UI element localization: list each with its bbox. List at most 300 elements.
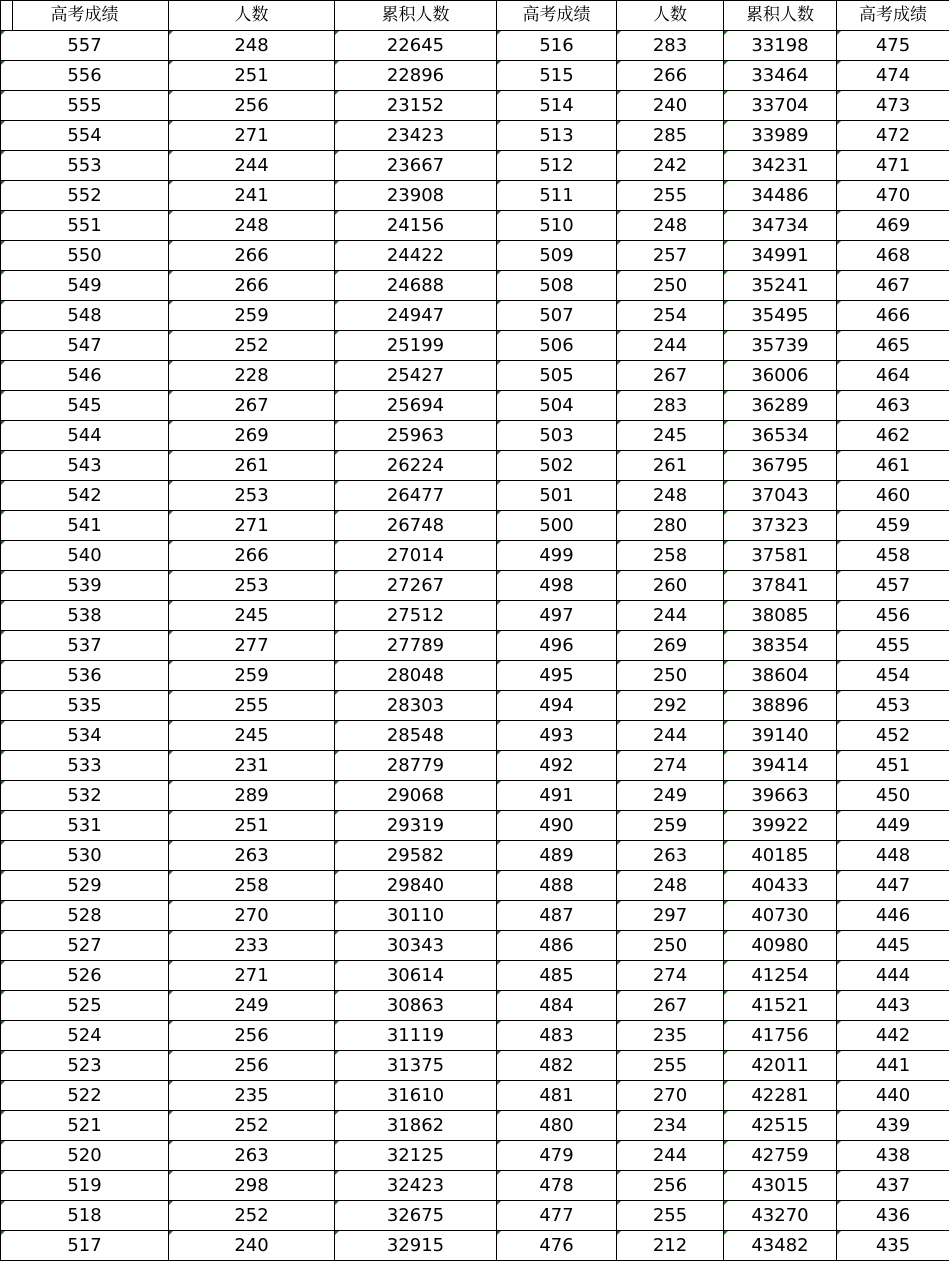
table-cell[interactable]: 554 [1,121,169,151]
table-cell[interactable]: 30614 [335,961,497,991]
table-cell[interactable]: 526 [1,961,169,991]
table-cell[interactable]: 477 [497,1201,617,1231]
table-cell[interactable]: 235 [169,1081,335,1111]
table-cell[interactable]: 38085 [724,601,837,631]
table-cell[interactable]: 39414 [724,751,837,781]
table-cell[interactable]: 469 [837,211,949,241]
table-cell[interactable]: 461 [837,451,949,481]
table-cell[interactable]: 31375 [335,1051,497,1081]
table-cell[interactable]: 263 [169,841,335,871]
table-cell[interactable]: 25963 [335,421,497,451]
table-cell[interactable]: 508 [497,271,617,301]
table-cell[interactable]: 259 [169,661,335,691]
table-cell[interactable]: 490 [497,811,617,841]
table-cell[interactable]: 244 [617,601,724,631]
table-cell[interactable]: 30343 [335,931,497,961]
table-cell[interactable]: 465 [837,331,949,361]
table-cell[interactable]: 24688 [335,271,497,301]
table-cell[interactable]: 491 [497,781,617,811]
table-cell[interactable]: 440 [837,1081,949,1111]
table-cell[interactable]: 23423 [335,121,497,151]
table-cell[interactable]: 32125 [335,1141,497,1171]
table-cell[interactable]: 449 [837,811,949,841]
table-cell[interactable]: 29068 [335,781,497,811]
table-cell[interactable]: 463 [837,391,949,421]
table-cell[interactable]: 42281 [724,1081,837,1111]
table-cell[interactable]: 260 [617,571,724,601]
column-header[interactable]: 高考成绩 [497,1,617,31]
table-cell[interactable]: 441 [837,1051,949,1081]
table-cell[interactable]: 242 [617,151,724,181]
table-cell[interactable]: 496 [497,631,617,661]
table-cell[interactable]: 33198 [724,31,837,61]
table-cell[interactable]: 493 [497,721,617,751]
table-cell[interactable]: 500 [497,511,617,541]
table-cell[interactable]: 516 [497,31,617,61]
table-cell[interactable]: 23667 [335,151,497,181]
table-cell[interactable]: 501 [497,481,617,511]
table-cell[interactable]: 31119 [335,1021,497,1051]
table-cell[interactable]: 241 [169,181,335,211]
table-cell[interactable]: 507 [497,301,617,331]
table-cell[interactable]: 252 [169,1111,335,1141]
table-cell[interactable]: 435 [837,1231,949,1261]
table-cell[interactable]: 455 [837,631,949,661]
table-cell[interactable]: 497 [497,601,617,631]
table-cell[interactable]: 540 [1,541,169,571]
table-cell[interactable]: 248 [617,211,724,241]
table-cell[interactable]: 34231 [724,151,837,181]
table-cell[interactable]: 542 [1,481,169,511]
table-cell[interactable]: 520 [1,1141,169,1171]
table-cell[interactable]: 274 [617,961,724,991]
table-cell[interactable]: 23152 [335,91,497,121]
table-cell[interactable]: 535 [1,691,169,721]
table-cell[interactable]: 255 [617,181,724,211]
table-cell[interactable]: 258 [617,541,724,571]
table-cell[interactable]: 473 [837,91,949,121]
table-cell[interactable]: 248 [617,871,724,901]
table-cell[interactable]: 510 [497,211,617,241]
table-cell[interactable]: 269 [169,421,335,451]
table-cell[interactable]: 487 [497,901,617,931]
table-cell[interactable]: 525 [1,991,169,1021]
table-cell[interactable]: 269 [617,631,724,661]
table-cell[interactable]: 38604 [724,661,837,691]
table-cell[interactable]: 442 [837,1021,949,1051]
table-cell[interactable]: 489 [497,841,617,871]
table-cell[interactable]: 515 [497,61,617,91]
table-cell[interactable]: 549 [1,271,169,301]
table-cell[interactable]: 28548 [335,721,497,751]
table-cell[interactable]: 298 [169,1171,335,1201]
table-cell[interactable]: 35495 [724,301,837,331]
table-cell[interactable]: 543 [1,451,169,481]
table-cell[interactable]: 23908 [335,181,497,211]
column-header[interactable]: 累积人数 [724,1,837,31]
table-cell[interactable]: 254 [617,301,724,331]
table-cell[interactable]: 43015 [724,1171,837,1201]
table-cell[interactable]: 36289 [724,391,837,421]
table-cell[interactable]: 474 [837,61,949,91]
table-cell[interactable]: 470 [837,181,949,211]
table-cell[interactable]: 245 [169,721,335,751]
table-cell[interactable]: 266 [169,541,335,571]
table-cell[interactable]: 285 [617,121,724,151]
table-cell[interactable]: 467 [837,271,949,301]
table-cell[interactable]: 37323 [724,511,837,541]
table-cell[interactable]: 36534 [724,421,837,451]
table-cell[interactable]: 25694 [335,391,497,421]
table-cell[interactable]: 439 [837,1111,949,1141]
table-cell[interactable]: 250 [617,661,724,691]
table-cell[interactable]: 37841 [724,571,837,601]
table-cell[interactable]: 452 [837,721,949,751]
table-cell[interactable]: 523 [1,1051,169,1081]
column-header[interactable]: 高考成绩 [1,1,169,31]
table-cell[interactable]: 27512 [335,601,497,631]
table-cell[interactable]: 270 [617,1081,724,1111]
table-cell[interactable]: 251 [169,811,335,841]
table-cell[interactable]: 255 [617,1051,724,1081]
table-cell[interactable]: 454 [837,661,949,691]
table-cell[interactable]: 544 [1,421,169,451]
table-cell[interactable]: 24947 [335,301,497,331]
table-cell[interactable]: 40433 [724,871,837,901]
column-header[interactable]: 高考成绩 [837,1,949,31]
table-cell[interactable]: 482 [497,1051,617,1081]
table-cell[interactable]: 34486 [724,181,837,211]
table-cell[interactable]: 485 [497,961,617,991]
table-cell[interactable]: 31610 [335,1081,497,1111]
table-cell[interactable]: 22896 [335,61,497,91]
table-cell[interactable]: 240 [617,91,724,121]
table-cell[interactable]: 270 [169,901,335,931]
table-cell[interactable]: 460 [837,481,949,511]
table-cell[interactable]: 30110 [335,901,497,931]
table-cell[interactable]: 271 [169,511,335,541]
table-cell[interactable]: 552 [1,181,169,211]
table-cell[interactable]: 557 [1,31,169,61]
table-cell[interactable]: 248 [169,211,335,241]
column-header[interactable]: 人数 [617,1,724,31]
table-cell[interactable]: 25199 [335,331,497,361]
table-cell[interactable]: 42515 [724,1111,837,1141]
table-cell[interactable]: 494 [497,691,617,721]
table-cell[interactable]: 38896 [724,691,837,721]
table-row [1,931,949,961]
table-cell[interactable]: 556 [1,61,169,91]
table-cell[interactable]: 26224 [335,451,497,481]
table-cell[interactable]: 450 [837,781,949,811]
table-cell[interactable]: 263 [617,841,724,871]
table-cell[interactable]: 553 [1,151,169,181]
table-row [1,661,949,691]
table-cell[interactable]: 488 [497,871,617,901]
table-cell[interactable]: 519 [1,1171,169,1201]
table-cell[interactable]: 541 [1,511,169,541]
table-row [1,901,949,931]
table-cell[interactable]: 43482 [724,1231,837,1261]
table-cell[interactable]: 437 [837,1171,949,1201]
table-cell[interactable]: 551 [1,211,169,241]
table-cell[interactable]: 445 [837,931,949,961]
table-cell[interactable]: 524 [1,1021,169,1051]
table-cell[interactable]: 27014 [335,541,497,571]
table-cell[interactable]: 480 [497,1111,617,1141]
table-cell[interactable]: 266 [169,271,335,301]
table-cell[interactable]: 267 [169,391,335,421]
table-cell[interactable]: 459 [837,511,949,541]
table-cell[interactable]: 248 [617,481,724,511]
table-cell[interactable]: 481 [497,1081,617,1111]
table-cell[interactable]: 39140 [724,721,837,751]
table-cell[interactable]: 257 [617,241,724,271]
table-cell[interactable]: 498 [497,571,617,601]
table-cell[interactable]: 29582 [335,841,497,871]
table-cell[interactable]: 297 [617,901,724,931]
table-cell[interactable]: 471 [837,151,949,181]
table-cell[interactable]: 267 [617,991,724,1021]
table-cell[interactable]: 539 [1,571,169,601]
table-cell[interactable]: 274 [617,751,724,781]
table-cell[interactable]: 244 [169,151,335,181]
table-cell[interactable]: 33464 [724,61,837,91]
table-cell[interactable]: 39663 [724,781,837,811]
table-cell[interactable]: 537 [1,631,169,661]
table-cell[interactable]: 530 [1,841,169,871]
table-cell[interactable]: 443 [837,991,949,1021]
table-cell[interactable]: 261 [617,451,724,481]
table-cell[interactable]: 495 [497,661,617,691]
table-cell[interactable]: 27267 [335,571,497,601]
table-cell[interactable]: 483 [497,1021,617,1051]
table-cell[interactable]: 453 [837,691,949,721]
table-cell[interactable]: 29840 [335,871,497,901]
table-cell[interactable]: 555 [1,91,169,121]
table-cell[interactable]: 521 [1,1111,169,1141]
table-cell[interactable]: 259 [169,301,335,331]
table-cell[interactable]: 472 [837,121,949,151]
table-cell[interactable]: 258 [169,871,335,901]
table-cell[interactable]: 33989 [724,121,837,151]
table-cell[interactable]: 499 [497,541,617,571]
table-cell[interactable]: 212 [617,1231,724,1261]
table-cell[interactable]: 462 [837,421,949,451]
table-cell[interactable]: 233 [169,931,335,961]
table-cell[interactable]: 42759 [724,1141,837,1171]
table-cell[interactable]: 548 [1,301,169,331]
column-header[interactable]: 人数 [169,1,335,31]
table-cell[interactable]: 30863 [335,991,497,1021]
table-cell[interactable]: 277 [169,631,335,661]
table-cell[interactable]: 39922 [724,811,837,841]
table-cell[interactable]: 34734 [724,211,837,241]
table-cell[interactable]: 256 [169,1051,335,1081]
table-cell[interactable]: 255 [617,1201,724,1231]
table-cell[interactable]: 251 [169,61,335,91]
table-cell[interactable]: 486 [497,931,617,961]
table-row [1,301,949,331]
table-cell[interactable]: 505 [497,361,617,391]
table-cell[interactable]: 447 [837,871,949,901]
table-cell[interactable]: 546 [1,361,169,391]
table-cell[interactable]: 235 [617,1021,724,1051]
table-cell[interactable]: 32675 [335,1201,497,1231]
table-cell[interactable]: 27789 [335,631,497,661]
table-cell[interactable]: 534 [1,721,169,751]
table-cell[interactable]: 532 [1,781,169,811]
table-cell[interactable]: 457 [837,571,949,601]
table-cell[interactable]: 504 [497,391,617,421]
table-cell[interactable]: 514 [497,91,617,121]
table-cell[interactable]: 545 [1,391,169,421]
table-cell[interactable]: 503 [497,421,617,451]
table-cell[interactable]: 271 [169,961,335,991]
table-cell[interactable]: 259 [617,811,724,841]
table-cell[interactable]: 22645 [335,31,497,61]
table-cell[interactable]: 512 [497,151,617,181]
table-cell[interactable]: 248 [169,31,335,61]
table-cell[interactable]: 253 [169,571,335,601]
table-cell[interactable]: 513 [497,121,617,151]
table-cell[interactable]: 253 [169,481,335,511]
table-cell[interactable]: 26748 [335,511,497,541]
table-cell[interactable]: 536 [1,661,169,691]
table-cell[interactable]: 436 [837,1201,949,1231]
table-cell[interactable]: 36006 [724,361,837,391]
table-cell[interactable]: 444 [837,961,949,991]
table-cell[interactable]: 438 [837,1141,949,1171]
table-cell[interactable]: 244 [617,721,724,751]
table-cell[interactable]: 24422 [335,241,497,271]
table-cell[interactable]: 255 [169,691,335,721]
table-cell[interactable]: 479 [497,1141,617,1171]
table-cell[interactable]: 24156 [335,211,497,241]
table-cell[interactable]: 256 [169,91,335,121]
table-cell[interactable]: 528 [1,901,169,931]
table-cell[interactable]: 231 [169,751,335,781]
table-cell[interactable]: 245 [169,601,335,631]
table-cell[interactable]: 37043 [724,481,837,511]
table-cell[interactable]: 32423 [335,1171,497,1201]
table-cell[interactable]: 228 [169,361,335,391]
table-cell[interactable]: 289 [169,781,335,811]
table-cell[interactable]: 26477 [335,481,497,511]
table-cell[interactable]: 34991 [724,241,837,271]
table-cell[interactable]: 518 [1,1201,169,1231]
table-cell[interactable]: 531 [1,811,169,841]
table-cell[interactable]: 527 [1,931,169,961]
table-cell[interactable]: 522 [1,1081,169,1111]
table-cell[interactable]: 38354 [724,631,837,661]
table-cell[interactable]: 256 [617,1171,724,1201]
table-cell[interactable]: 538 [1,601,169,631]
table-cell[interactable]: 245 [617,421,724,451]
table-cell[interactable]: 41521 [724,991,837,1021]
table-cell[interactable]: 249 [617,781,724,811]
table-cell[interactable]: 446 [837,901,949,931]
table-cell[interactable]: 266 [617,61,724,91]
table-cell[interactable]: 263 [169,1141,335,1171]
table-cell[interactable]: 41254 [724,961,837,991]
table-cell[interactable]: 249 [169,991,335,1021]
table-row [1,601,949,631]
table-cell[interactable]: 40730 [724,901,837,931]
table-cell[interactable]: 509 [497,241,617,271]
table-cell[interactable]: 547 [1,331,169,361]
table-cell[interactable]: 40185 [724,841,837,871]
table-cell[interactable]: 37581 [724,541,837,571]
table-cell[interactable]: 28779 [335,751,497,781]
table-cell[interactable]: 283 [617,31,724,61]
table-cell[interactable]: 33704 [724,91,837,121]
table-cell[interactable]: 456 [837,601,949,631]
table-cell[interactable]: 28048 [335,661,497,691]
table-cell[interactable]: 451 [837,751,949,781]
table-cell[interactable]: 283 [617,391,724,421]
table-cell[interactable]: 240 [169,1231,335,1261]
table-cell[interactable]: 267 [617,361,724,391]
table-cell[interactable]: 271 [169,121,335,151]
table-cell[interactable]: 256 [169,1021,335,1051]
table-cell[interactable]: 468 [837,241,949,271]
table-cell[interactable]: 252 [169,331,335,361]
table-cell[interactable]: 244 [617,1141,724,1171]
table-cell[interactable]: 484 [497,991,617,1021]
table-cell[interactable]: 252 [169,1201,335,1231]
table-cell[interactable]: 25427 [335,361,497,391]
table-cell[interactable]: 43270 [724,1201,837,1231]
table-cell[interactable]: 492 [497,751,617,781]
table-cell[interactable]: 31862 [335,1111,497,1141]
table-cell[interactable]: 550 [1,241,169,271]
table-cell[interactable]: 29319 [335,811,497,841]
table-cell[interactable]: 32915 [335,1231,497,1261]
table-cell[interactable]: 35739 [724,331,837,361]
table-cell[interactable]: 250 [617,271,724,301]
table-cell[interactable]: 529 [1,871,169,901]
table-cell[interactable]: 42011 [724,1051,837,1081]
table-cell[interactable]: 266 [169,241,335,271]
table-cell[interactable]: 458 [837,541,949,571]
table-cell[interactable]: 41756 [724,1021,837,1051]
table-cell[interactable]: 448 [837,841,949,871]
table-cell[interactable]: 533 [1,751,169,781]
table-cell[interactable]: 476 [497,1231,617,1261]
table-cell[interactable]: 506 [497,331,617,361]
table-cell[interactable]: 261 [169,451,335,481]
table-cell[interactable]: 466 [837,301,949,331]
table-cell[interactable]: 464 [837,361,949,391]
table-cell[interactable]: 280 [617,511,724,541]
table-cell[interactable]: 517 [1,1231,169,1261]
table-cell[interactable]: 40980 [724,931,837,961]
table-cell[interactable]: 475 [837,31,949,61]
table-cell[interactable]: 35241 [724,271,837,301]
table-cell[interactable]: 36795 [724,451,837,481]
column-header[interactable]: 累积人数 [335,1,497,31]
table-cell[interactable]: 502 [497,451,617,481]
table-cell[interactable]: 234 [617,1111,724,1141]
table-cell[interactable]: 511 [497,181,617,211]
table-row [1,631,949,661]
table-cell[interactable]: 28303 [335,691,497,721]
table-cell[interactable]: 250 [617,931,724,961]
table-cell[interactable]: 244 [617,331,724,361]
table-cell[interactable]: 478 [497,1171,617,1201]
table-cell[interactable]: 292 [617,691,724,721]
